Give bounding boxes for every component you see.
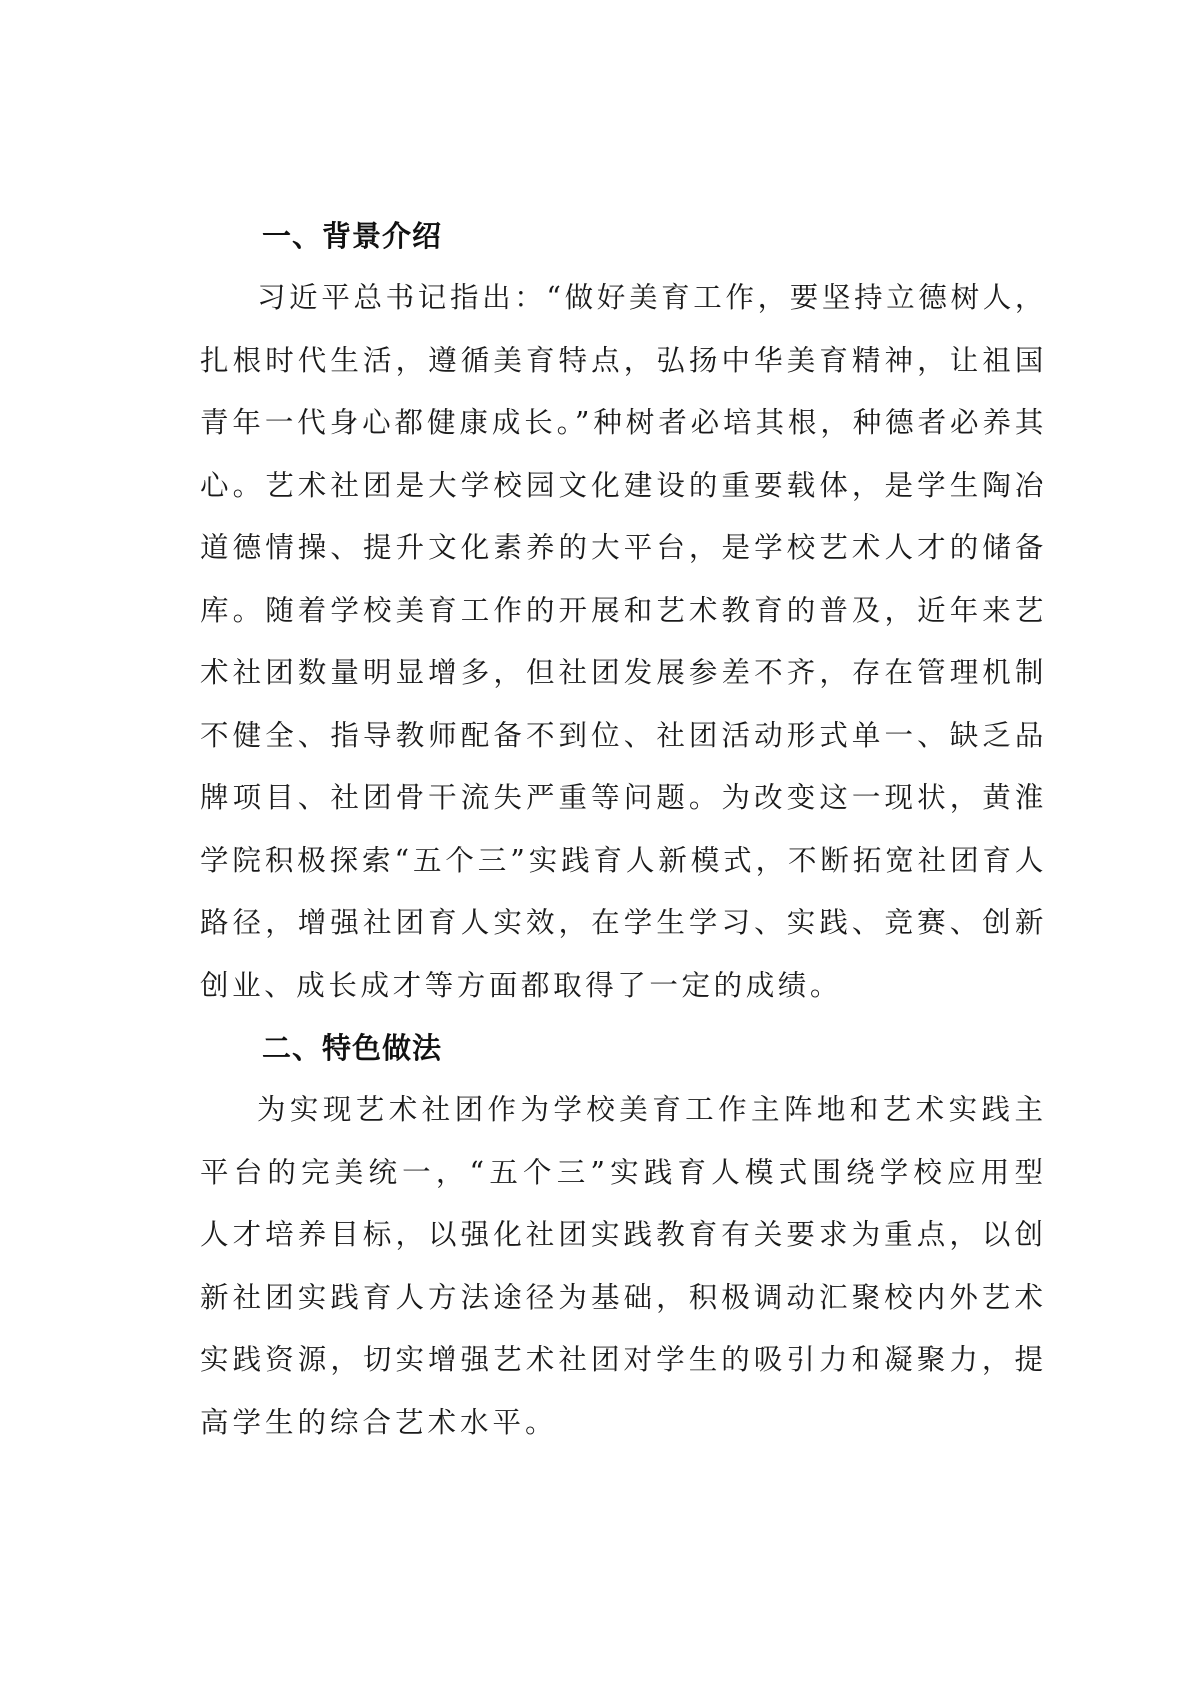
section-heading-background: 一、背景介绍 (262, 219, 443, 253)
section-heading-practices: 二、特色做法 (262, 1031, 443, 1065)
section-paragraph-background: 习近平总书记指出：“做好美育工作，要坚持立德树人，扎根时代生活，遵循美育特点，弘扬中华美育精神，让祖国青年一代身心都健康成长。”种树者必培其根，种德者必养其心。艺术社团是大学校园文化建设的重要载体，是学生陶冶道德情操、提升文化素养的大平台，是学校艺术人才的储备库。随着学校美育工作的开展和艺术教育的普及，近年来艺术社团数量明显增多，但社团发展参差不齐，存在管理机制不健全、指导教师配备不到位、社团活动形式单一、缺乏品牌项目、社团骨干流失严重等问题。为改变这一现状，黄淮学院积极探索“五个三”实践育人新模式，不断拓宽社团育人路径，增强社团育人实效，在学生学习、实践、竞赛、创新创业、成长成才等方面都取得了一定的成绩。 (200, 281, 1047, 1002)
document-body (200, 205, 1047, 1454)
section-paragraph-practices: 为实现艺术社团作为学校美育工作主阵地和艺术实践主平台的完美统一，“五个三”实践育人模式围绕学校应用型人才培养目标，以强化社团实践教育有关要求为重点，以创新社团实践育人方法途径为基础，积极调动汇聚校内外艺术实践资源，切实增强艺术社团对学生的吸引力和凝聚力，提高学生的综合艺术水平。 (200, 1093, 1047, 1439)
